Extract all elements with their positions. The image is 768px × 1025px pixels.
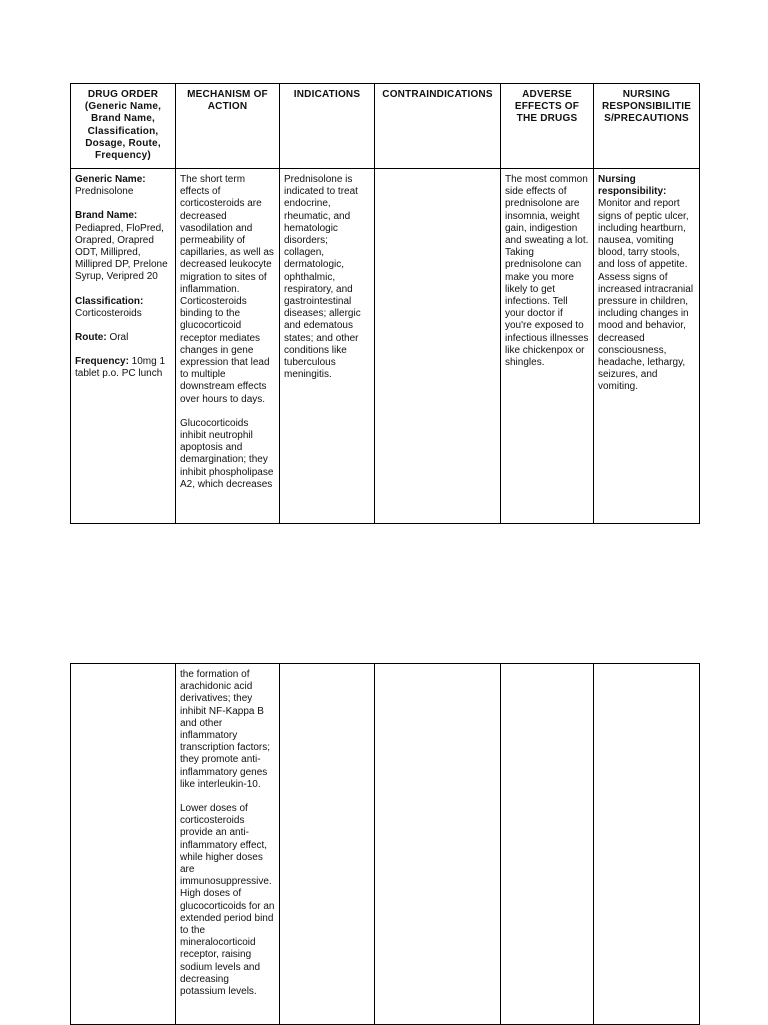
table-header-row xyxy=(71,84,700,169)
brand-name-value: Pediapred, FloPred, Orapred, Orapred ODT, Millipred, Millipred DP, Prelone Syrup, Veripred 20 xyxy=(75,222,168,283)
brand-name-label: Brand Name: xyxy=(75,210,138,222)
mechanism-paragraph-2: Glucocorticoids inhibit neutrophil apoptosis and demargination; they inhibit phospholipase A2, which decreases xyxy=(180,417,274,490)
frequency-label: Frequency: xyxy=(75,356,129,368)
classification-value: Corticosteroids xyxy=(75,307,142,319)
classification-label: Classification: xyxy=(75,295,144,307)
route-value: Oral xyxy=(106,332,129,344)
adverse-effects-cell: The most common side effects of prednisolone are insomnia, weight gain, indigestion and sweating a lot. Taking prednisolone can make you more likely to get infections. Tell your doctor if you're exposed to infectious illnesses like chickenpox or shingles. xyxy=(501,169,594,524)
table-row xyxy=(71,664,700,1025)
adverse-effects-cell-continued xyxy=(501,664,594,1025)
indications-cell: Prednisolone is indicated to treat endocrine, rheumatic, and hematologic disorders; collagen, dermatologic, ophthalmic, respiratory, and gastrointestinal diseases; allergic and edematous states; and other conditions like tuberculous meningitis. xyxy=(280,169,375,524)
drug-order-cell-continued xyxy=(71,664,176,1025)
generic-name-value: Prednisolone xyxy=(75,186,134,198)
drug-study-table-page-1 xyxy=(70,83,700,524)
mechanism-cell xyxy=(176,169,280,524)
drug-order-cell xyxy=(71,169,176,524)
header-drug-order: DRUG ORDER (Generic Name, Brand Name, Classification, Dosage, Route, Frequency) xyxy=(71,84,176,169)
mechanism-paragraph-1: The short term effects of corticosteroids are decreased vasodilation and permeability of capillaries, as well as decreased leukocyte migration to sites of inflammation. Corticosteroids binding to the glucocorticoid receptor mediates changes in gene expression that lead to multiple downstream effects over hours to days. xyxy=(180,174,274,405)
nursing-label: Nursing responsibility: xyxy=(598,174,667,198)
route-label: Route: xyxy=(75,332,107,344)
table-row xyxy=(71,169,700,524)
header-indications: INDICATIONS xyxy=(280,84,375,169)
nursing-cell xyxy=(594,169,700,524)
mechanism-paragraph-3: the formation of arachidonic acid derivatives; they inhibit NF-Kappa B and other inflammatory transcription factors; they promote anti-inflammatory genes like interleukin-10. xyxy=(180,669,271,790)
contraindications-cell xyxy=(375,169,501,524)
header-contraindications: CONTRAINDICATIONS xyxy=(375,84,501,169)
frequency-value: 10mg 1 tablet p.o. PC lunch xyxy=(75,356,166,380)
header-nursing: NURSING RESPONSIBILITIE S/PRECAUTIONS xyxy=(594,84,700,169)
mechanism-cell-continued xyxy=(176,664,280,1025)
indications-cell-continued xyxy=(280,664,375,1025)
mechanism-paragraph-4: Lower doses of corticosteroids provide an anti-inflammatory effect, while higher doses are immunosuppressive. High doses of glucocorticoids for an extended period bind to the mineralocorticoid receptor, raising sodium levels and decreasing potassium levels. xyxy=(180,803,275,998)
generic-name-label: Generic Name: xyxy=(75,174,146,185)
header-mechanism: MECHANISM OF ACTION xyxy=(176,84,280,169)
header-adverse-effects: ADVERSE EFFECTS OF THE DRUGS xyxy=(501,84,594,169)
contraindications-cell-continued xyxy=(375,664,501,1025)
drug-study-table-page-2 xyxy=(70,663,700,1025)
nursing-text: Monitor and report signs of peptic ulcer, including heartburn, nausea, vomiting blood, tarry stools, and loss of appetite. Assess signs of increased intracranial pressure in children, including changes in mood and behavior, decreased consciousness, headache, lethargy, seizures, and vomiting. xyxy=(598,198,694,393)
nursing-cell-continued xyxy=(594,664,700,1025)
